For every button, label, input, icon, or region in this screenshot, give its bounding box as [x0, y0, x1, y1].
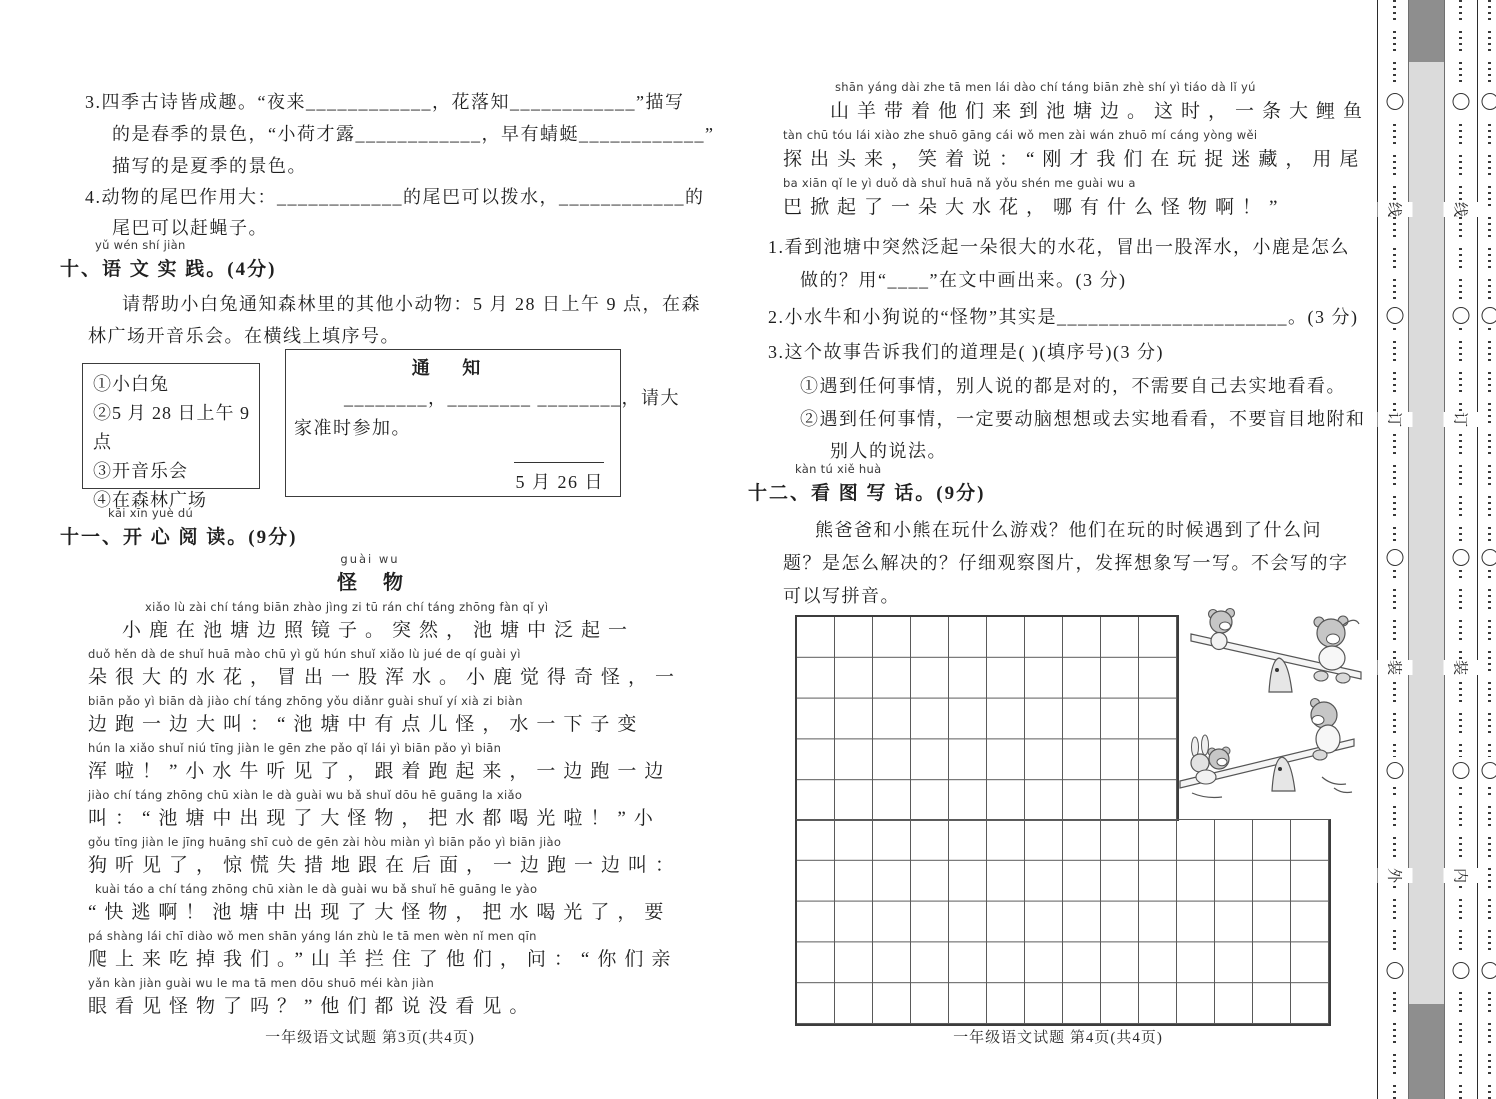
question-3-line-2: 的是春季的景色，“小荷才露____________，早有蜻蜓____________”	[112, 124, 715, 144]
binding-char-zhuang: 装	[1443, 660, 1478, 675]
notice-line-2: 家准时参加。	[294, 418, 411, 438]
passage-title: 怪物	[337, 572, 429, 594]
notice-date: 5 月 26 日	[515, 472, 604, 492]
section-12-para-line-2: 题？是怎么解决的？仔细观察图片，发挥想象写一写。不会写的字	[783, 553, 1349, 573]
option-item-1: ①小白兔	[93, 374, 169, 394]
option-item-4: ④在森林广场	[93, 490, 207, 510]
page-edge-line-right	[1477, 0, 1478, 1099]
passage-text-line: 小鹿在池塘边照镜子。突然，池塘中泛起一	[122, 620, 636, 641]
binding-char-wai: 外	[1377, 868, 1412, 883]
option-item-2: ②5 月 28 日上午 9 点	[93, 403, 250, 452]
passage-pinyin-line: xiǎo lù zài chí táng biān zhào jìng zi tū rán chí táng zhōng fàn qǐ yì	[145, 600, 549, 614]
punch-circle	[1452, 762, 1469, 779]
passage-text-line: 探出头来，笑着说：“刚才我们在玩捉迷藏，用尾	[783, 149, 1367, 170]
passage-text-line: 狗听见了，惊慌失措地跟在后面，一边跑一边叫：	[88, 855, 683, 876]
passage-text-line: 叫：“池塘中出现了大怪物，把水都喝光啦！”小	[88, 808, 661, 829]
punch-circle	[1481, 307, 1496, 324]
spine-cap-bottom	[1409, 1004, 1444, 1099]
notice-line-1: ________，________ ________，请大	[344, 388, 680, 408]
section-10-heading: 十、语 文 实 践。(4分)	[60, 259, 277, 280]
passage-pinyin-line: duǒ hěn dà de shuǐ huā mào chū yì gǔ hún shuǐ xiǎo lù jué de qí guài yì	[88, 647, 521, 661]
punch-circle	[1481, 93, 1496, 110]
writing-grid-lower	[795, 819, 1331, 1026]
reading-q2: 2.小水牛和小狗说的“怪物”其实是______________________。(3 分)	[768, 307, 1359, 327]
passage-pinyin-line: gǒu tīng jiàn le jīng huāng shī cuò de gēn zài hòu miàn yì biān pǎo yì biān jiào	[88, 835, 562, 849]
seesaw-illustration-2	[1172, 695, 1367, 800]
passage-text-line: 眼看见怪物了吗？”他们都说没看见。	[88, 996, 537, 1017]
passage-pinyin-line: kuài táo a chí táng zhōng chū xiàn le dà guài wu bǎ shuǐ hē guāng le yào	[95, 882, 538, 896]
section-10-para-line-1: 请帮助小白兔通知森林里的其他小动物：5 月 28 日上午 9 点，在森	[122, 294, 701, 314]
section-11-pinyin: kāi xīn yuè dú	[108, 506, 194, 520]
section-12-para-line-1: 熊爸爸和小熊在玩什么游戏？他们在玩的时候遇到了什么问	[815, 520, 1322, 540]
section-10-pinyin: yǔ wén shí jiàn	[95, 238, 186, 252]
option-item-3: ③开音乐会	[93, 461, 188, 481]
punch-circle	[1386, 307, 1403, 324]
section-12-para-line-3: 可以写拼音。	[783, 586, 900, 606]
passage-pinyin-line: tàn chū tóu lái xiào zhe shuō gāng cái wǒ men zài wán zhuō mí cáng yòng wěi	[783, 128, 1258, 142]
page-4-footer: 一年级语文试题 第4页(共4页)	[953, 1030, 1163, 1046]
spine-cap-top	[1409, 0, 1444, 62]
passage-pinyin-line: jiào chí táng zhōng chū xiàn le dà guài wu bǎ shuǐ dōu hē guāng la xiǎo	[88, 788, 523, 802]
passage-text-line: 爬上来吃掉我们。”山羊拦住了他们，问：“你们亲	[88, 949, 679, 970]
binding-char-zhuang: 装	[1377, 660, 1412, 675]
binding-char-xian: 线	[1377, 202, 1412, 217]
section-12-heading: 十二、看 图 写 话。(9分)	[748, 483, 986, 504]
seesaw-illustration-1	[1183, 600, 1373, 700]
notice-box	[285, 349, 680, 497]
punch-circle	[1386, 762, 1403, 779]
reading-q1-line-1: 1.看到池塘中突然泛起一朵很大的水花，冒出一股浑水，小鹿是怎么	[768, 237, 1350, 257]
section-11-heading: 十一、开 心 阅 读。(9分)	[60, 527, 298, 548]
passage-pinyin-line: pá shàng lái chī diào wǒ men shān yáng lán zhù le tā men wèn nǐ men qīn	[88, 929, 537, 943]
binding-char-ding: 订	[1443, 412, 1478, 427]
punch-circle	[1452, 962, 1469, 979]
passage-pinyin-line: hún la xiǎo shuǐ niú tīng jiàn le gēn zhe pǎo qǐ lái yì biān pǎo yì biān	[88, 741, 502, 755]
reading-q3-option-2-l2: 别人的说法。	[830, 441, 947, 461]
passage-text-line: 边跑一边大叫：“池塘中有点儿怪，水一下子变	[88, 714, 645, 735]
writing-grid-upper	[795, 615, 1179, 821]
passage-pinyin-line: ba xiān qǐ le yì duǒ dà shuǐ huā nǎ yǒu shén me guài wu a	[783, 176, 1136, 190]
binding-line-left	[1385, 0, 1401, 1099]
passage-text-line: 朵很大的水花，冒出一股浑水。小鹿觉得奇怪，一	[88, 667, 683, 688]
page-3-footer: 一年级语文试题 第3页(共4页)	[265, 1030, 475, 1046]
question-3-line-3: 描写的是夏季的景色。	[112, 156, 307, 176]
reading-q3-option-1: ①遇到任何事情，别人说的都是对的，不需要自己去实地看看。	[800, 376, 1346, 396]
section-10-para-line-2: 林广场开音乐会。在横线上填序号。	[88, 326, 400, 346]
binding-char-xian: 线	[1443, 202, 1478, 217]
binding-line-right	[1451, 0, 1467, 1099]
punch-circle	[1452, 549, 1469, 566]
punch-circle	[1481, 762, 1496, 779]
reading-q3-option-2-l1: ②遇到任何事情，一定要动脑想想或去实地看看，不要盲目地附和	[800, 409, 1366, 429]
reading-q3: 3.这个故事告诉我们的道理是( )(填序号)(3 分)	[768, 342, 1164, 362]
passage-text-line: 浑啦！”小水牛听见了，跟着跑起来，一边跑一边	[88, 761, 672, 782]
binding-char-nei: 内	[1443, 868, 1478, 883]
punch-circle	[1452, 93, 1469, 110]
punch-circle	[1386, 93, 1403, 110]
binding-line-edge-partial	[1488, 0, 1491, 1099]
binding-char-ding: 订	[1377, 412, 1412, 427]
punch-circle	[1481, 962, 1496, 979]
section-12-pinyin: kàn tú xiě huà	[795, 462, 882, 476]
punch-circle	[1452, 307, 1469, 324]
question-4-line-1: 4.动物的尾巴作用大：____________的尾巴可以拨水，____________的	[85, 187, 705, 207]
passage-text-line: 巴掀起了一朵大水花，哪有什么怪物啊！”	[783, 197, 1286, 218]
punch-circle	[1481, 549, 1496, 566]
passage-text-line: 山羊带着他们来到池塘边。这时，一条大鲤鱼	[830, 101, 1371, 122]
page-edge-line-left	[1377, 0, 1378, 1099]
options-box	[82, 363, 260, 510]
passage-title-pinyin: guài wu	[340, 552, 400, 566]
question-3-line-1: 3.四季古诗皆成趣。“夜来____________，花落知____________”描写	[85, 92, 685, 112]
passage-pinyin-line: shān yáng dài zhe tā men lái dào chí táng biān zhè shí yì tiáo dà lǐ yú	[835, 80, 1256, 94]
question-4-line-2: 尾巴可以赶蝇子。	[112, 218, 268, 238]
reading-q1-line-2: 做的？用“____”在文中画出来。(3 分)	[800, 270, 1127, 290]
punch-circle	[1386, 549, 1403, 566]
passage-text-line: “快逃啊！池塘中出现了大怪物，把水喝光了，要	[88, 902, 672, 923]
passage-pinyin-line: yǎn kàn jiàn guài wu le ma tā men dōu shuō méi kàn jiàn	[88, 976, 435, 990]
fold-spine	[1408, 0, 1445, 1099]
passage-pinyin-line: biān pǎo yì biān dà jiào chí táng zhōng yǒu diǎnr guài shuǐ yí xià zi biàn	[88, 694, 523, 708]
notice-title: 通 知	[411, 358, 495, 378]
punch-circle	[1386, 962, 1403, 979]
notice-signature-line	[514, 462, 604, 463]
